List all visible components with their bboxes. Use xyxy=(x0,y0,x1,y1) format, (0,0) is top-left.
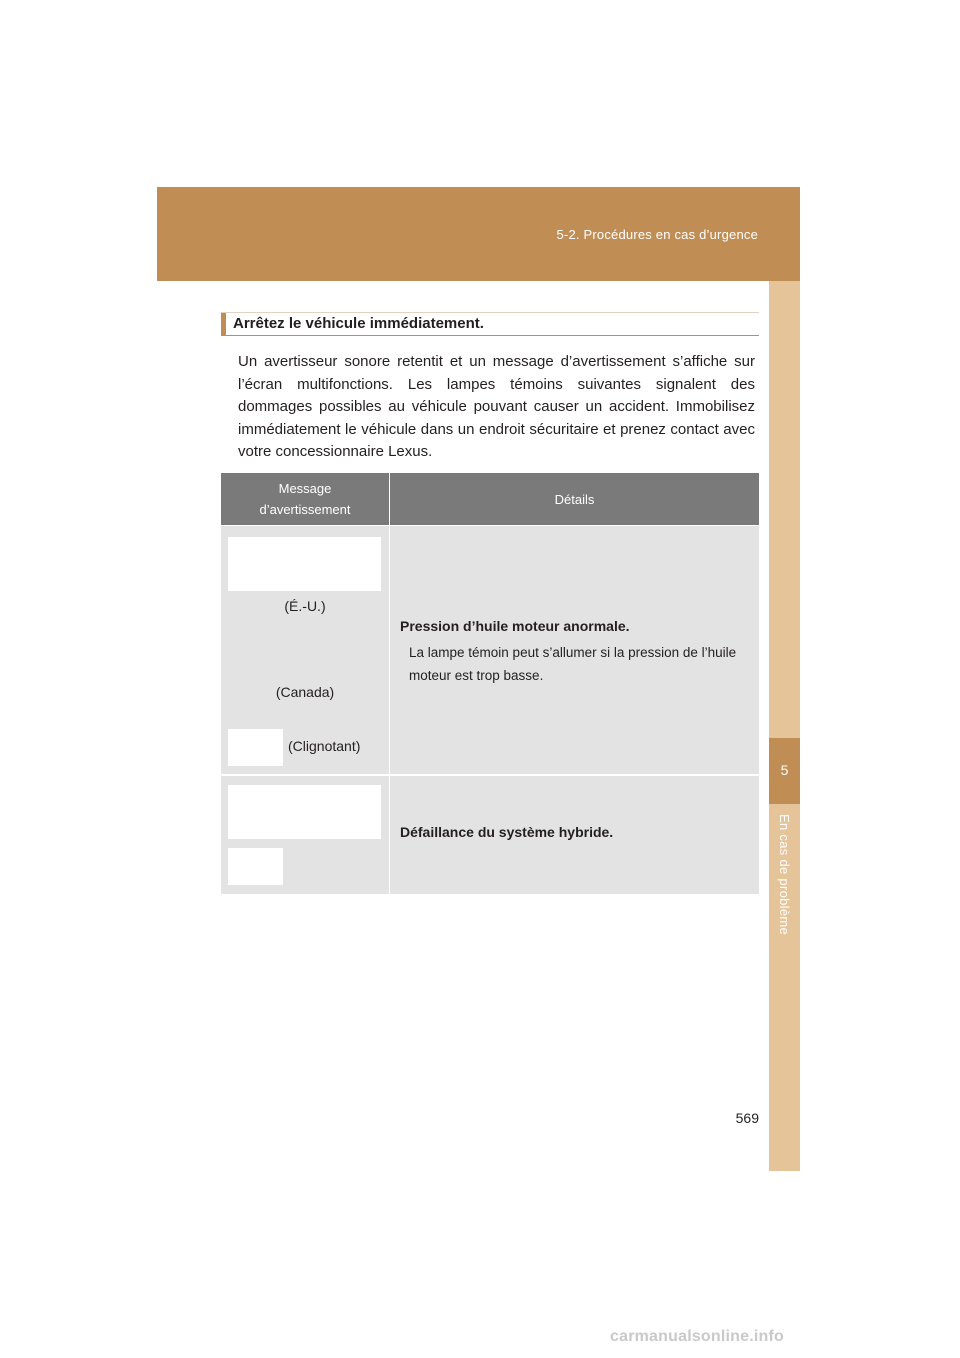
page-number: 569 xyxy=(735,1110,759,1126)
detail-title: Pression d’huile moteur anormale. xyxy=(400,618,630,634)
watermark: carmanualsonline.info xyxy=(610,1328,785,1345)
label-canada: (Canada) xyxy=(275,684,335,700)
table-row xyxy=(221,525,759,774)
intro-paragraph: Un avertisseur sonore retentit et un message d’avertissement s’affiche sur l’écran multifonctions. Les lampes témoins suivantes signalent des dommages possibles au véhicule pouvant causer un accident. Immobilisez immédiatement le véhicule dans un endroit sécuritaire et prenez contact avec votre concessionnaire Lexus. xyxy=(238,353,755,460)
warning-display-icon xyxy=(228,537,381,591)
column-divider xyxy=(389,776,390,894)
heading-marker xyxy=(221,313,226,335)
side-tab-band xyxy=(769,281,800,1171)
label-blinking: (Clignotant) xyxy=(288,738,361,754)
warning-light-icon xyxy=(228,729,283,766)
chapter-label: En cas de problème xyxy=(777,814,792,936)
detail-body: La lampe témoin peut s’allumer si la pression de l’huile moteur est trop basse. xyxy=(409,645,737,683)
section-heading-text: Arrêtez le véhicule immédiatement. xyxy=(233,315,484,332)
header-band xyxy=(157,187,800,281)
warning-light-icon xyxy=(228,848,283,885)
column-header-details: Détails xyxy=(554,491,595,507)
section-title: 5-2. Procédures en cas d’urgence xyxy=(556,227,758,242)
detail-title: Défaillance du système hybride. xyxy=(400,824,614,840)
chapter-number: 5 xyxy=(780,762,789,778)
warning-display-icon xyxy=(228,785,381,839)
label-usa: (É.-U.) xyxy=(284,598,326,614)
column-header-message-label: Message d’avertissement xyxy=(259,481,351,517)
section-heading xyxy=(221,312,759,336)
chapter-tab xyxy=(769,738,800,804)
table-header xyxy=(221,473,759,525)
column-header-message xyxy=(221,473,390,525)
column-divider xyxy=(389,526,390,774)
table-row xyxy=(221,774,759,894)
warning-table xyxy=(221,473,759,894)
